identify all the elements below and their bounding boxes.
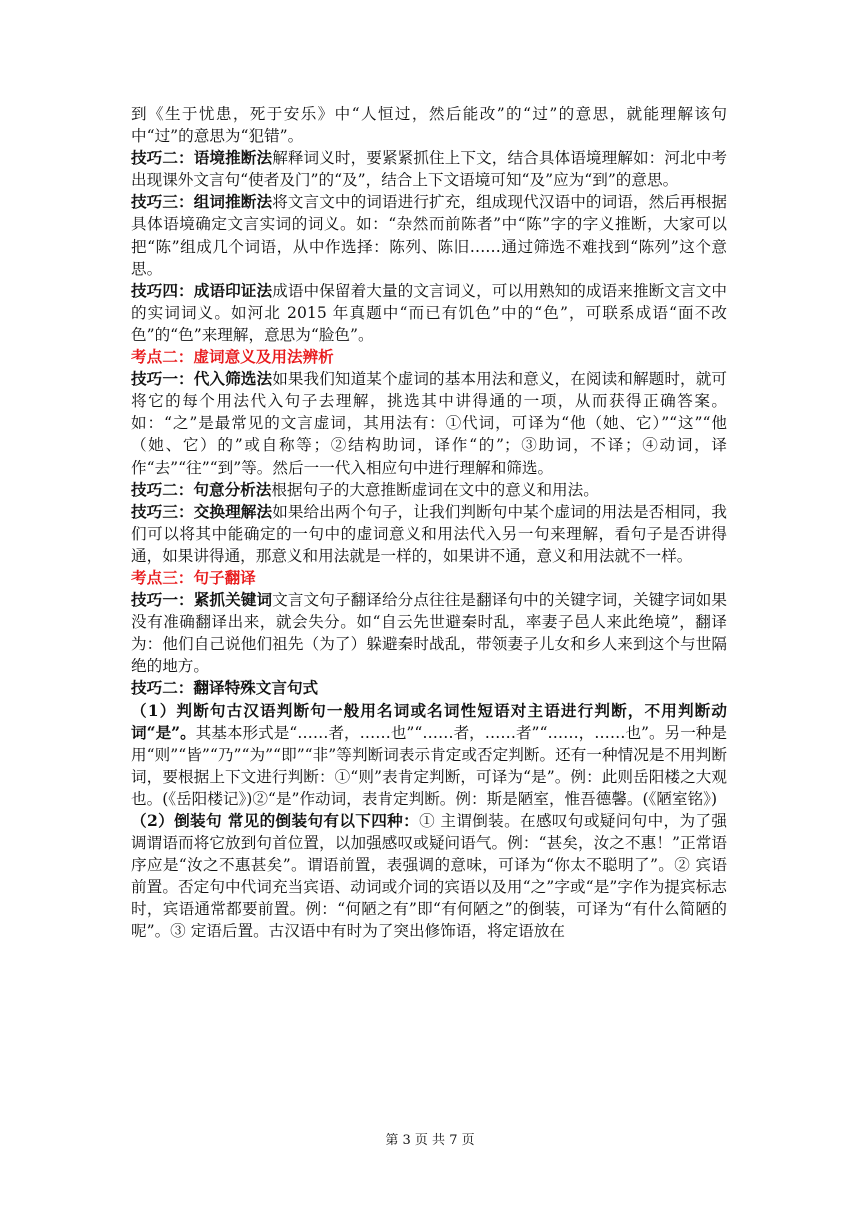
section-heading: 考点二：虚词意义及用法辨析	[131, 347, 334, 367]
paragraph: （2）倒装句 常见的倒装句有以下四种：① 主谓倒装。在感叹句或疑问句中，为了强调谓语而将它放到句首位置，以加强感叹或疑问语气。例：“甚矣，汝之不惠！”正常语序应是“汝之不惠甚矣”。谓语前置，表强调的意味，可译为“你太不聪明了”。② 宾语前置。否定句中代词充当宾语、动词或介词的宾语以及用“之”字或“是”字作为提宾标志时，宾语通常都要前置。例：“何陋之有”即“有何陋之”的倒装，可译为“有什么简陋的呢”。③ 定语后置。古汉语中有时为了突出修饰语，将定语放在	[131, 811, 727, 941]
paragraph: 技巧一：代入筛选法如果我们知道某个虚词的基本用法和意义，在阅读和解题时，就可将它的每个用法代入句子去理解，挑选其中讲得通的一项，从而获得正确答案。如：“之”是最常见的文言虚词，其用法有：①代词，可译为“他（她、它）”“这”“他（她、它）的”或自称等；②结构助词，译作“的”；③助词，不译；④动词，译作“去”“往”“到”等。然后一一代入相应句中进行理解和筛选。	[131, 369, 727, 477]
tip-heading: （1）判断句古汉语判断句一般用名词或名词性短语对主语进行判断，不用判断动词“是”。	[131, 700, 727, 742]
paragraph: （1）判断句古汉语判断句一般用名词或名词性短语对主语进行判断，不用判断动词“是”。其基本形式是“……者，……也”“……者，……者”“……，……也”。另一种是用“则”“皆”“乃”“为”“即”“非”等判断词表示肯定或否定判断。还有一种情况是不用判断词，要根据上下文进行判断：①“则”表肯定判断，可译为“是”。例：此则岳阳楼之大观也。(《岳阳楼记》)②“是”作动词，表肯定判断。例：斯是陋室，惟吾德馨。(《陋室铭》)	[131, 700, 727, 808]
tip-heading: 技巧四：成语印证法	[131, 280, 273, 300]
tip-heading: 技巧二：句意分析法	[131, 479, 272, 499]
tip-heading: 技巧一：代入筛选法	[131, 369, 273, 389]
paragraph: 技巧三：交换理解法如果给出两个句子，让我们判断句中某个虚词的用法是否相同，我们可以将其中能确定的一句中的虚词意义和用法代入另一句来理解，看句子是否讲得通，如果讲得通，那意义和用法就是一样的，如果讲不通，意义和用法就不一样。	[131, 501, 727, 565]
paragraph: 到《生于忧患，死于安乐》中“人恒过，然后能改”的“过”的意思，就能理解该句中“过”的意思为“犯错”。	[131, 105, 727, 146]
paragraph: 技巧二：句意分析法根据句子的大意推断虚词在文中的意义和用法。	[131, 479, 599, 499]
paragraph: 技巧二：语境推断法解释词义时，要紧紧抓住上下文，结合具体语境理解如：河北中考出现课外文言句“使者及门”的“及”，结合上下文语境可知“及”应为“到”的意思。	[131, 148, 727, 190]
tip-heading: 技巧三：交换理解法	[131, 501, 273, 521]
paragraph: 技巧四：成语印证法成语中保留着大量的文言词义，可以用熟知的成语来推断文言文中的实词词义。如河北 2015 年真题中“而已有饥色”中的“色”，可联系成语“面不改色”的“色”来理解，意思为“脸色”。	[131, 280, 727, 344]
tip-heading: （2）倒装句 常见的倒装句有以下四种：	[131, 811, 420, 830]
tip-heading: 技巧二：语境推断法	[131, 148, 273, 168]
paragraph: 技巧一：紧抓关键词文言文句子翻译给分点往往是翻译句中的关键字词，关键字词如果没有准确翻译出来，就会失分。如“自云先世避秦时乱，率妻子邑人来此绝境”，翻译为：他们自己说他们祖先（为了）躲避秦时战乱，带领妻子儿女和乡人来到这个与世隔绝的地方。	[131, 590, 727, 676]
tip-heading: 技巧三：组词推断法	[131, 192, 273, 212]
tip-heading: 技巧二：翻译特殊文言句式	[131, 678, 319, 698]
paragraph: 技巧三：组词推断法将文言文中的词语进行扩充，组成现代汉语中的词语，然后再根据具体语境确定文言实词的词义。如：“杂然而前陈者”中“陈”字的字义推断，大家可以把“陈”组成几个词语，从中作选择：陈列、陈旧……通过筛选不难找到“陈列”这个意思。	[131, 192, 727, 278]
tip-heading: 技巧一：紧抓关键词	[131, 590, 273, 610]
paragraph	[131, 677, 727, 699]
page-body	[131, 103, 727, 943]
section-heading: 考点三：句子翻译	[131, 567, 256, 587]
page-footer: 第 3 页 共 7 页	[385, 1133, 475, 1148]
